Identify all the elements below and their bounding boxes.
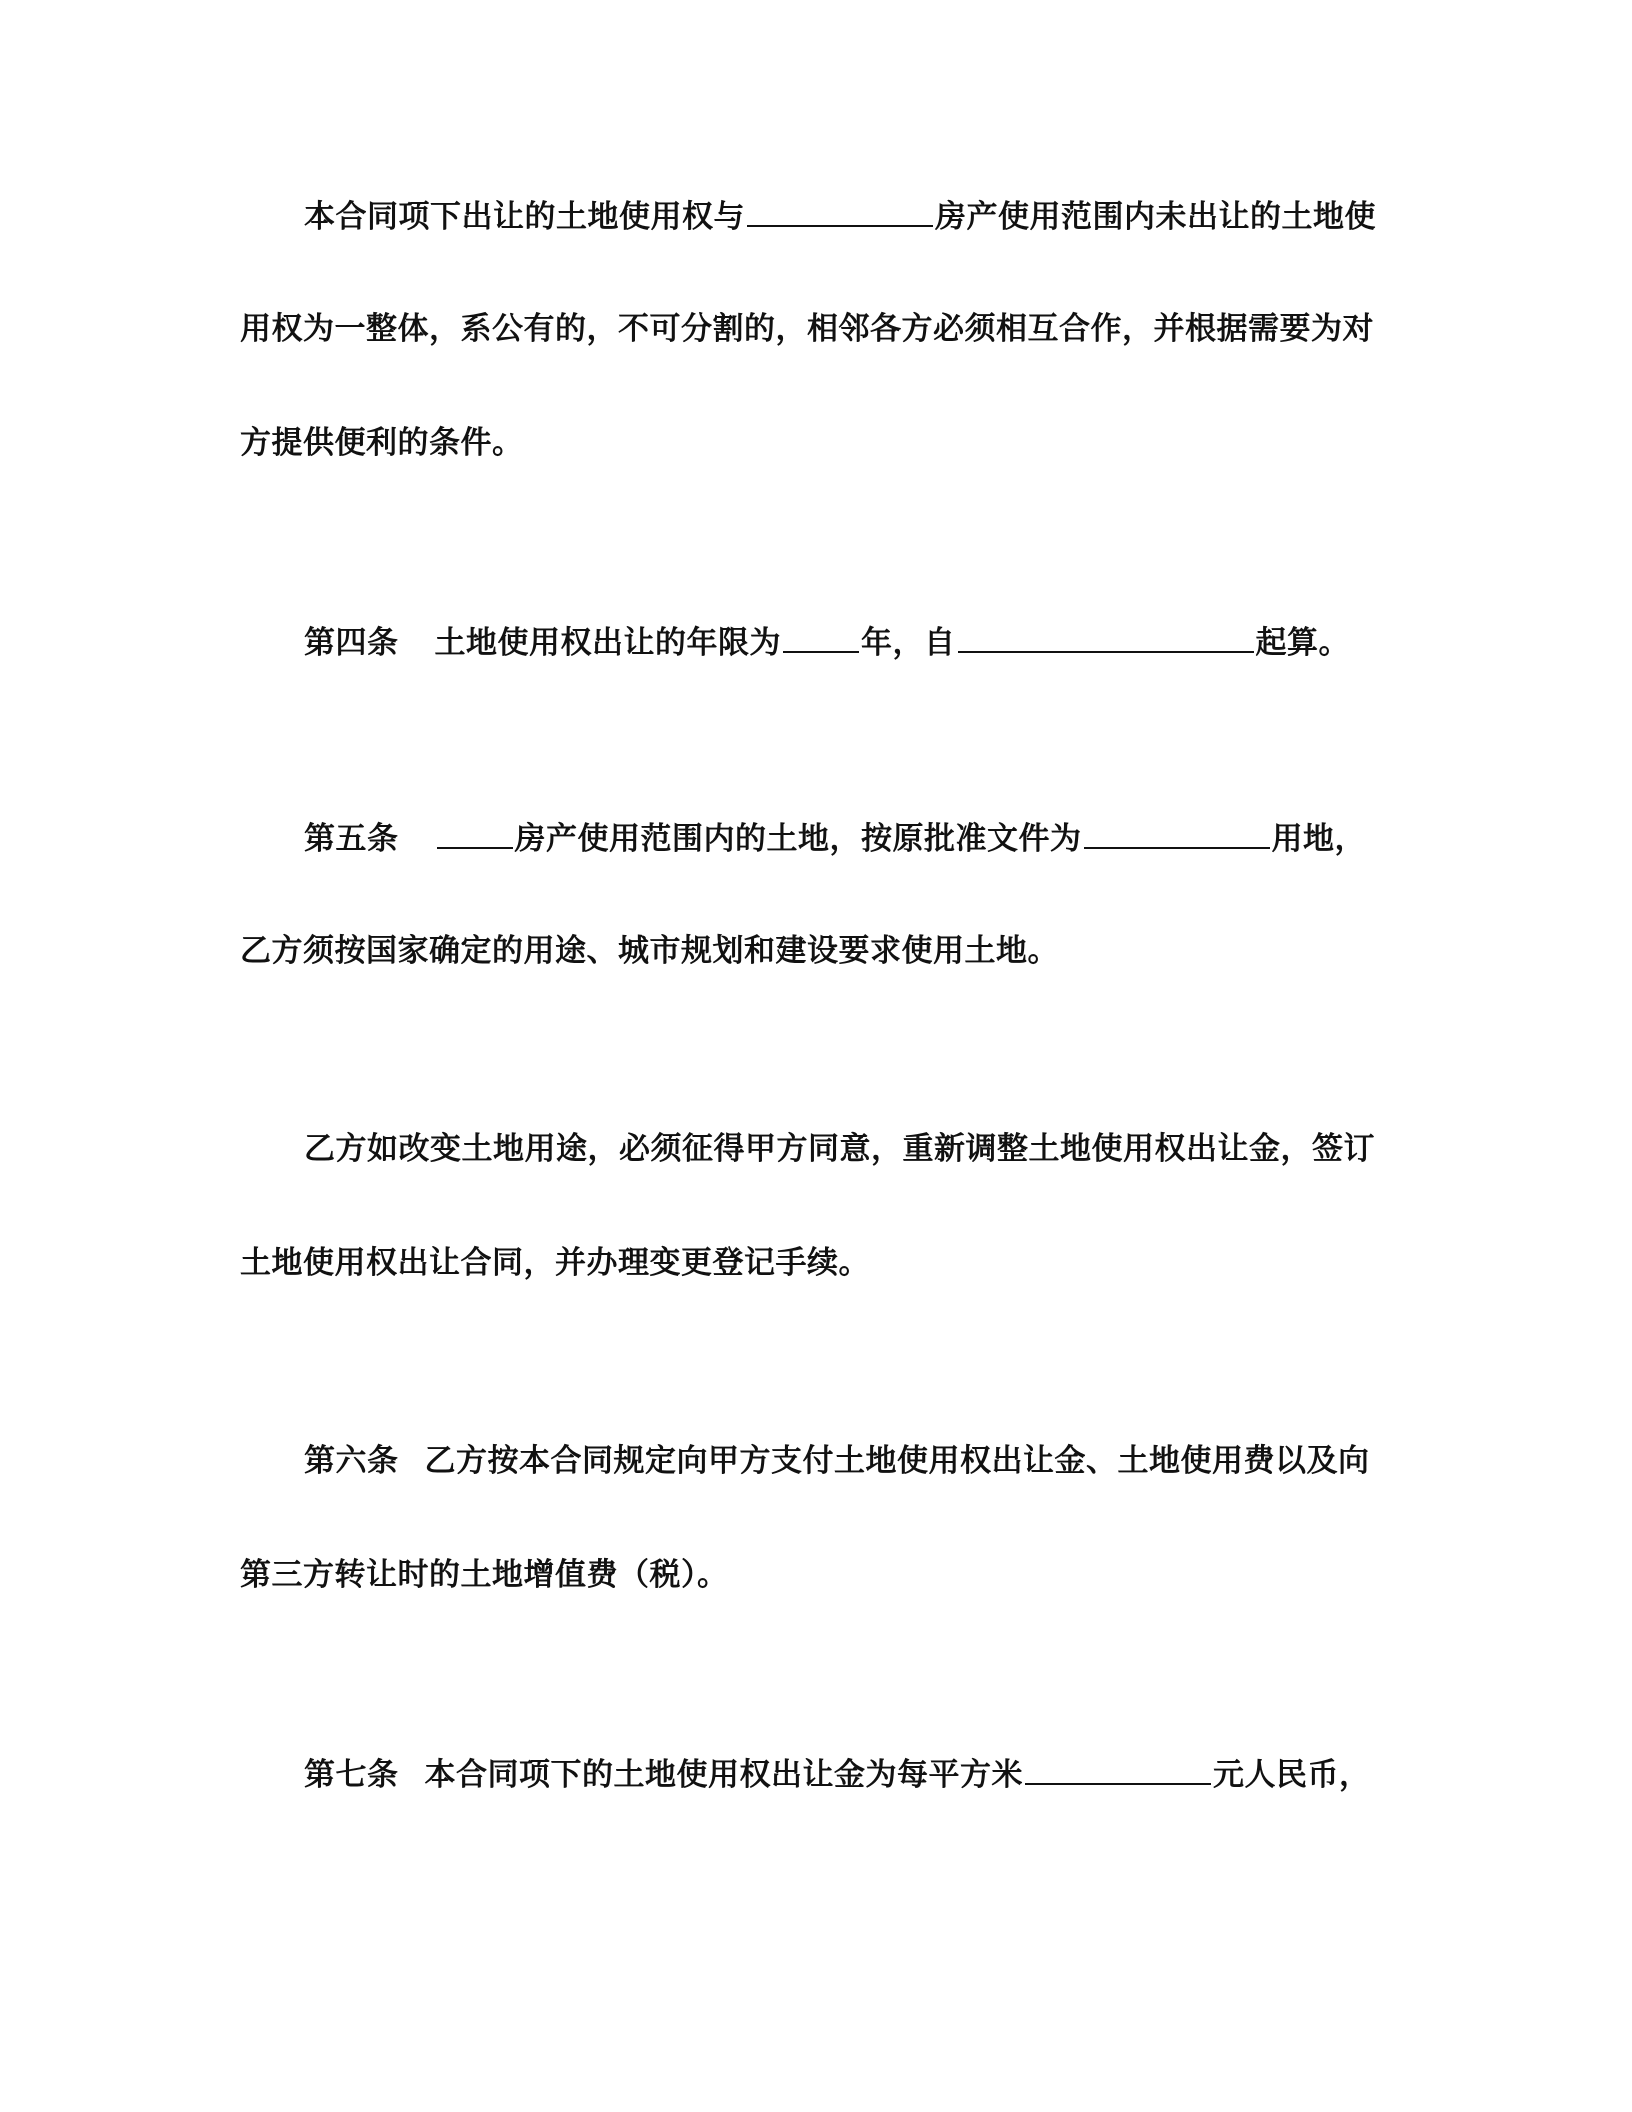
blank-field-property-name[interactable] (747, 195, 933, 227)
paragraph-1-line-2: 用权为一整体，系公有的，不可分割的，相邻各方必须相互合作，并根据需要为对 (240, 311, 1374, 347)
article-5-line-1 (304, 817, 1366, 859)
article-4-text-3: 起算。 (1255, 625, 1350, 661)
blank-field-start-date[interactable] (958, 621, 1254, 653)
article-5-label: 第五条 (304, 821, 399, 857)
article-6-line-1 (304, 1441, 1370, 1481)
change-use-line-1: 乙方如改变土地用途，必须征得甲方同意，重新调整土地使用权出让金，签订 (304, 1131, 1375, 1167)
article-6-text-1: 乙方按本合同规定向甲方支付土地使用权出让金、土地使用费以及向 (424, 1443, 1370, 1479)
blank-field-price-per-sqm[interactable] (1025, 1753, 1211, 1785)
paragraph-1-line-3: 方提供便利的条件。 (240, 425, 524, 461)
paragraph-1-text-after-blank: 房产使用范围内未出让的土地使 (935, 199, 1376, 235)
article-7-text-2: 元人民币， (1213, 1757, 1371, 1793)
article-7-text-1: 本合同项下的土地使用权出让金为每平方米 (424, 1757, 1023, 1793)
change-use-line-2: 土地使用权出让合同，并办理变更登记手续。 (240, 1245, 870, 1281)
blank-field-property[interactable] (437, 817, 513, 849)
article-7-label: 第七条 (304, 1757, 399, 1793)
article-4 (304, 621, 1350, 663)
blank-field-years[interactable] (783, 621, 859, 653)
blank-field-land-use[interactable] (1084, 817, 1270, 849)
article-6-label: 第六条 (304, 1443, 399, 1479)
article-5-line-2: 乙方须按国家确定的用途、城市规划和建设要求使用土地。 (240, 933, 1059, 969)
article-5-text-1: 房产使用范围内的土地，按原批准文件为 (514, 821, 1082, 857)
article-6-line-2: 第三方转让时的土地增值费（税）。 (240, 1557, 729, 1593)
article-7-line-1 (304, 1753, 1371, 1795)
paragraph-1-text-before-blank: 本合同项下出让的土地使用权与 (304, 199, 745, 235)
paragraph-1-line-1 (304, 195, 1376, 237)
article-4-text-2: 年，自 (861, 625, 956, 661)
article-5-text-2: 用地， (1271, 821, 1366, 857)
article-4-label: 第四条 (304, 625, 399, 661)
article-4-text-1: 土地使用权出让的年限为 (434, 625, 781, 661)
